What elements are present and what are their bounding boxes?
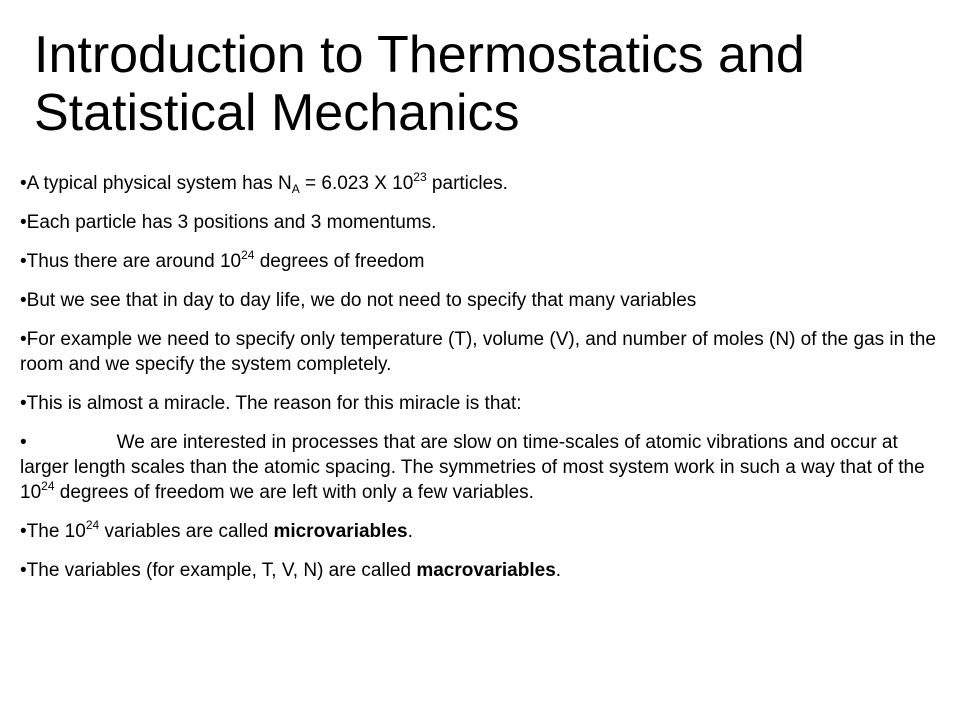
- item-text: Thus there are around 10: [26, 251, 242, 272]
- superscript-exponent: 24: [241, 248, 255, 262]
- bullet-item-macrovariables: [20, 558, 940, 583]
- title-line-2: Statistical Mechanics: [34, 84, 520, 142]
- subscript-a: A: [291, 182, 300, 196]
- bullet-mark: •: [20, 290, 27, 311]
- bullet-list: [20, 171, 940, 597]
- item-text: .: [555, 560, 562, 581]
- bullet-item-particles: [20, 171, 940, 196]
- item-text: variables are called: [99, 521, 274, 542]
- bullet-item-miracle: [20, 391, 940, 416]
- bullet-item-microvariables: [20, 519, 940, 544]
- item-text: We are interested in processes that are slow on time-scales of atomic vibrations and occur at larger length scales than the atomic spacing. The symmetries of most system work in such a way that of the 10: [20, 432, 925, 503]
- bullet-mark: •: [20, 173, 27, 194]
- bullet-mark: •: [20, 251, 27, 272]
- item-text: The 10: [26, 521, 86, 542]
- item-text: This is almost a miracle. The reason for this miracle is that:: [26, 393, 522, 414]
- bullet-mark: •: [20, 393, 27, 414]
- item-text: But we see that in day to day life, we do not need to specify that many variables: [26, 290, 697, 311]
- bullet-mark: •: [20, 521, 27, 542]
- item-text: degrees of freedom: [254, 251, 425, 272]
- item-text: For example we need to specify only temperature (T), volume (V), and number of moles (N) of the gas in the room and we specify the system completely.: [20, 329, 936, 375]
- bullet-item-positions: [20, 210, 940, 235]
- bullet-item-degrees: [20, 249, 940, 274]
- superscript-exponent: 24: [85, 518, 100, 532]
- slide-title: [34, 26, 934, 142]
- item-text: A typical physical system has N: [26, 173, 292, 194]
- term-macrovariables: macrovariables: [416, 560, 556, 581]
- superscript-exponent: 24: [41, 479, 55, 493]
- bullet-item-example: [20, 327, 940, 377]
- title-line-1: Introduction to Thermostatics and: [34, 26, 805, 84]
- superscript-exponent: 23: [413, 170, 427, 184]
- bullet-item-reason: [20, 430, 940, 505]
- item-text: = 6.023 X 10: [299, 173, 414, 194]
- item-text: The variables (for example, T, V, N) are called: [26, 560, 417, 581]
- bullet-mark: •: [20, 212, 27, 233]
- bullet-item-day-to-day: [20, 288, 940, 313]
- term-microvariables: microvariables: [273, 521, 408, 542]
- bullet-mark: •: [20, 560, 27, 581]
- item-text: degrees of freedom we are left with only a few variables.: [54, 482, 534, 503]
- bullet-mark: •: [20, 432, 27, 453]
- item-text: particles.: [426, 173, 508, 194]
- bullet-mark: •: [20, 329, 27, 350]
- item-text: .: [407, 521, 413, 542]
- item-text: Each particle has 3 positions and 3 momentums.: [26, 212, 437, 233]
